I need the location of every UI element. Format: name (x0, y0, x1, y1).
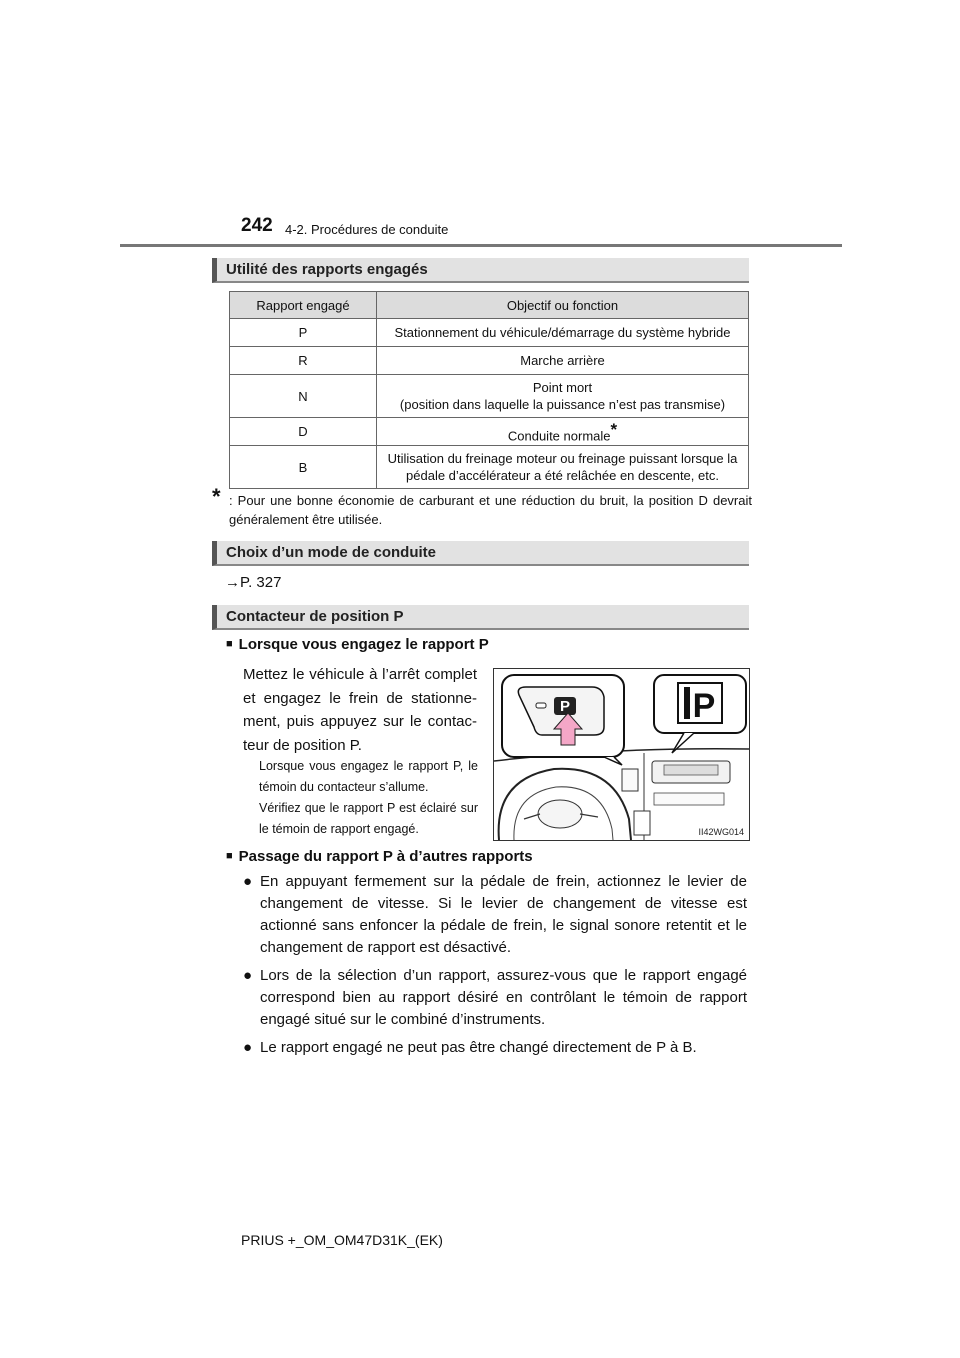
note-check-indicator: Vérifiez que le rapport P est éclairé sur le témoin de rapport engagé. (259, 801, 478, 836)
subheading-text: Passage du rapport P à d’autres rapports (238, 848, 533, 865)
p-button-letter: P (559, 698, 571, 715)
table-row (230, 418, 749, 446)
square-bullet-icon: ■ (226, 850, 233, 862)
page-number: 242 (241, 215, 273, 236)
dashboard-drawing (494, 669, 749, 840)
gear-cell: R (230, 347, 377, 375)
function-cell: Stationnement du véhicule/démarrage du système hybride (377, 319, 749, 347)
table-row (230, 319, 749, 347)
header-divider (120, 244, 842, 247)
document-code: PRIUS +_OM_OM47D31K_(EK) (241, 1232, 443, 1248)
table-row (230, 347, 749, 375)
function-cell: Point mort (position dans laquelle la puissance n’est pas transmise) (377, 375, 749, 418)
footnote-marker-ref: * (610, 419, 618, 439)
p-switch-illustration (493, 668, 750, 841)
subheading-shift-from-p (226, 848, 533, 865)
figure-code: II42WG014 (698, 827, 744, 837)
gear-table (229, 291, 749, 489)
function-cell: Marche arrière (377, 347, 749, 375)
bullet-dot-icon: ● (243, 1039, 253, 1056)
subheading-text: Lorsque vous engagez le rapport P (238, 636, 489, 653)
section-heading-gear-usage: Utilité des rapports engagés (212, 258, 749, 283)
table-header-row (230, 292, 749, 319)
gear-cell: N (230, 375, 377, 418)
p-indicator-letter: P (692, 687, 716, 725)
footnote-marker: * (212, 484, 221, 509)
table-header-gear: Rapport engagé (230, 292, 377, 319)
list-item: ● Lors de la sélection d’un rapport, assurez-vous que le rapport engagé correspond bien au rapport désiré en contrôlant le témoin de rapport engagé situé sur le combiné d’instruments. (243, 967, 747, 1028)
function-cell (377, 418, 749, 446)
section-heading-drive-mode: Choix d’un mode de conduite (212, 541, 749, 566)
instruction-text: Mettez le véhicule à l’arrêt complet et engagez le frein de stationne-ment, puis appuyez sur le contac-teur de position P. (243, 666, 477, 754)
table-row (230, 446, 749, 489)
shift-instructions-list (243, 871, 747, 1065)
note-indicator-lights: Lorsque vous engagez le rapport P, le témoin du contacteur s’allume. (259, 759, 478, 794)
gear-cell: B (230, 446, 377, 489)
list-item: ● Le rapport engagé ne peut pas être changé directement de P à B. (243, 1037, 747, 1059)
square-bullet-icon: ■ (226, 638, 233, 650)
footnote (212, 484, 752, 529)
bullet-dot-icon: ● (243, 873, 253, 890)
section-heading-p-switch: Contacteur de position P (212, 605, 749, 630)
footnote-text: : Pour une bonne économie de carburant et une réduction du bruit, la position D devrait généralement être utilisée. (229, 493, 752, 527)
subheading-engage-p (226, 636, 489, 653)
bullet-dot-icon: ● (243, 967, 253, 984)
gear-cell: D (230, 418, 377, 446)
function-cell: Utilisation du freinage moteur ou freinage puissant lorsque la pédale d’accélérateur a été relâchée en descente, etc. (377, 446, 749, 489)
table-row (230, 375, 749, 418)
list-item: ● En appuyant fermement sur la pédale de frein, actionnez le levier de changement de vitesse. Si le levier de changement de vitesse est actionné sans enfoncer la pédale de frein, le signal sonore retentit et le changement de rapport est désactivé. (243, 873, 747, 956)
page-reference-link[interactable]: →P. 327 (225, 574, 282, 591)
chapter-title: 4-2. Procédures de conduite (285, 222, 449, 237)
function-text: Conduite normale (507, 428, 611, 444)
table-header-function: Objectif ou fonction (377, 292, 749, 319)
gear-cell: P (230, 319, 377, 347)
